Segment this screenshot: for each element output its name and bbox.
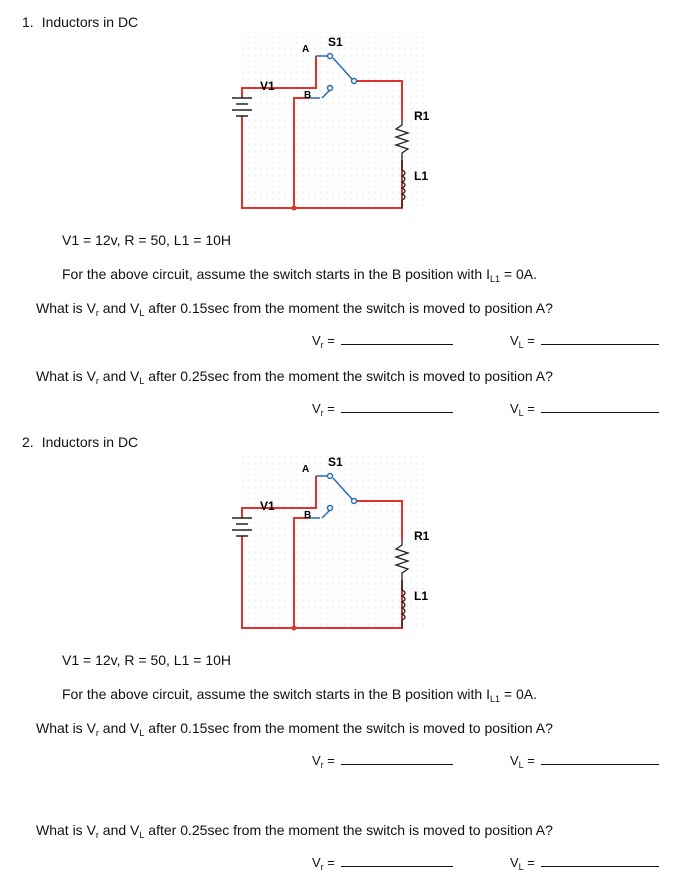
vl-answer: $V_L$ = — [510, 400, 659, 416]
label-v1: V1 — [260, 79, 275, 93]
problem-title: Inductors in DC — [41, 434, 139, 450]
vl-blank-field[interactable] — [541, 400, 659, 413]
givens-text: V1 = 12v, R = 50, L1 = 10H — [62, 652, 232, 668]
problem-1 — [0, 0, 687, 430]
grid-background — [238, 455, 428, 630]
label-r1: R1 — [414, 529, 430, 543]
label-s1: S1 — [328, 455, 343, 469]
vr-blank-field[interactable] — [341, 332, 453, 345]
junction-dot — [292, 626, 297, 631]
vl-answer: $V_L$ = — [510, 752, 659, 768]
vl-blank-field[interactable] — [541, 752, 659, 765]
vl-answer: $V_L$ = — [510, 332, 659, 348]
vl-blank-field[interactable] — [541, 332, 659, 345]
problem-title: Inductors in DC — [41, 14, 139, 30]
vr-answer: $V_r$ = — [312, 854, 453, 870]
circuit-svg — [230, 450, 430, 635]
vr-answer: $V_r$ = — [312, 752, 453, 768]
label-l1: L1 — [414, 169, 429, 183]
problem-heading — [22, 14, 138, 30]
problem-number: 2. — [22, 434, 34, 450]
answer-row — [0, 400, 687, 420]
question-1: What is $V_r$ and $V_L$ after 0.15sec from the moment the switch is moved to position A? — [36, 720, 553, 738]
vr-blank-field[interactable] — [341, 400, 453, 413]
label-v1: V1 — [260, 499, 275, 513]
problem-heading — [22, 434, 138, 450]
label-a: A — [302, 464, 310, 475]
circuit-diagram — [230, 450, 430, 630]
givens-text: V1 = 12v, R = 50, L1 = 10H — [62, 232, 232, 248]
label-s1: S1 — [328, 35, 343, 49]
vl-answer: $V_L$ = — [510, 854, 659, 870]
answer-row — [0, 752, 687, 772]
vr-blank-field[interactable] — [341, 854, 453, 867]
label-a: A — [302, 44, 310, 55]
vr-blank-field[interactable] — [341, 752, 453, 765]
vr-answer: $V_r$ = — [312, 332, 453, 348]
question-1: What is $V_r$ and $V_L$ after 0.15sec from the moment the switch is moved to position A? — [36, 300, 553, 318]
question-2: What is $V_r$ and $V_L$ after 0.25sec from the moment the switch is moved to position A? — [36, 368, 553, 386]
grid-background — [238, 35, 428, 210]
vr-answer: $V_r$ = — [312, 400, 453, 416]
assumption-text: For the above circuit, assume the switch starts in the B position with $I_{L1} = 0A$. — [62, 686, 537, 704]
circuit-diagram — [230, 30, 430, 210]
vl-blank-field[interactable] — [541, 854, 659, 867]
answer-row — [0, 854, 687, 874]
label-b: B — [304, 510, 312, 521]
circuit-svg — [230, 30, 430, 215]
label-l1: L1 — [414, 589, 429, 603]
junction-dot — [292, 206, 297, 211]
answer-row — [0, 332, 687, 352]
problem-2 — [0, 430, 687, 890]
problem-number: 1. — [22, 14, 34, 30]
label-b: B — [304, 90, 312, 101]
question-2: What is $V_r$ and $V_L$ after 0.25sec from the moment the switch is moved to position A? — [36, 822, 553, 840]
assumption-text: For the above circuit, assume the switch starts in the B position with $I_{L1} = 0A$. — [62, 266, 537, 284]
label-r1: R1 — [414, 109, 430, 123]
